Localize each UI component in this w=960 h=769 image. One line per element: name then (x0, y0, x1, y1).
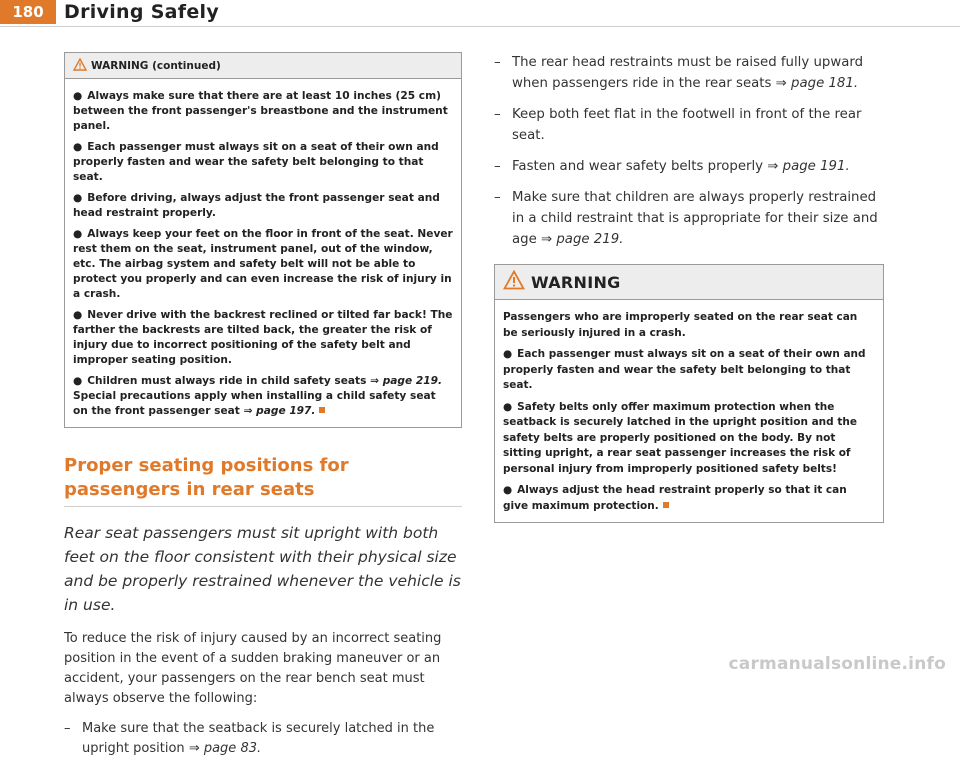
warning-item: ● Each passenger must always sit on a seat of their own and properly fasten and wear the safety belt belonging to that seat. (503, 348, 866, 391)
bullet-dot-icon: ● (73, 309, 83, 321)
section-body: To reduce the risk of injury caused by an incorrect seating position in the event of a sudden braking maneuver or an accident, your passengers on the rear bench seat must always observe the following: (64, 631, 442, 706)
warning-item-last: ● Always adjust the head restraint properly so that it can give maximum protection. (503, 484, 847, 512)
dash-marker: – (494, 55, 501, 70)
warning-triangle-icon (73, 56, 87, 75)
warning-body (495, 300, 883, 522)
dash-marker: – (64, 721, 71, 736)
dash-marker: – (494, 107, 501, 122)
warning-body (65, 79, 461, 427)
page-ref-link[interactable]: ⇒ page 181. (775, 76, 859, 91)
warning-item: ● Always keep your feet on the floor in front of the seat. Never rest them on the seat, instrument panel, out of the window, etc. The airbag system and safety belt will not be able to protect you properly and can even increase the risk of injury in a crash. (73, 228, 453, 300)
list-item: – Fasten and wear safety belts properly ⇒ page 191. (494, 156, 884, 177)
warning-intro: Passengers who are improperly seated on the rear seat can be seriously injured in a crash. (503, 311, 858, 339)
page-number: 180 (12, 3, 44, 21)
section-lead: Rear seat passengers must sit upright with both feet on the floor consistent with their physical size and be properly restrained whenever the vehicle is in use. (64, 524, 461, 614)
page-ref-link[interactable]: ⇒ page 191. (767, 159, 850, 174)
chapter-title: Driving Safely (64, 1, 220, 23)
list-item: – Make sure that the seatback is securely latched in the upright position ⇒ page 83. (64, 719, 462, 759)
warning-item: ● Safety belts only offer maximum protection when the seatback is securely latched in the upright position and the safety belts are properly positioned on the body. By not sitting upright, a rear seat passenger increases the risk of personal injury from improperly positioned safety belts! (503, 400, 857, 475)
page-ref-link[interactable]: ⇒ page 83. (188, 741, 262, 756)
warning-box-continued (64, 52, 462, 428)
warning-item-last: ● Children must always ride in child safety seats ⇒ page 219. Special precautions apply when installing a child safety seat on the front passenger seat ⇒ page 197. (73, 375, 443, 417)
list-item: – Keep both feet flat in the footwell in front of the rear seat. (494, 104, 884, 146)
warning-box (494, 264, 884, 523)
end-square-icon (663, 502, 669, 508)
warning-item: ● Never drive with the backrest reclined or tilted far back! The farther the backrests are tilted back, the greater the risk of injury due to incorrect positioning of the safety belt and improper seating position. (73, 309, 453, 366)
bullet-dot-icon: ● (73, 192, 83, 204)
list-item: – Make sure that children are always properly restrained in a child restraint that is appropriate for their size and age ⇒ page 219. (494, 187, 884, 250)
dash-marker: – (494, 159, 501, 174)
left-column (64, 52, 462, 769)
watermark: carmanualsonline.info (728, 654, 946, 674)
page-number-badge (0, 0, 56, 24)
warning-triangle-icon (503, 270, 525, 294)
bullet-dot-icon: ● (73, 228, 83, 240)
right-column (494, 52, 884, 523)
bullet-dot-icon: ● (503, 400, 513, 413)
header-rule (0, 26, 960, 27)
warning-item: ● Each passenger must always sit on a seat of their own and properly fasten and wear the safety belt belonging to that seat. (73, 141, 439, 183)
bullet-dot-icon: ● (73, 90, 83, 102)
bullet-dot-icon: ● (73, 141, 83, 153)
warning-heading: WARNING (531, 272, 621, 292)
warning-header (65, 53, 461, 79)
bullet-dot-icon: ● (503, 348, 513, 360)
list-item: – The rear head restraints must be raised fully upward when passengers ride in the rear seats ⇒ page 181. (494, 52, 884, 94)
bullet-dot-icon: ● (73, 375, 83, 387)
warning-heading: WARNING (continued) (91, 59, 221, 72)
section-rule (64, 506, 462, 507)
bullet-dot-icon: ● (503, 484, 513, 496)
page-ref-link[interactable]: ⇒ page 219. (541, 232, 624, 247)
end-square-icon (319, 407, 325, 413)
page-ref-link[interactable]: ⇒ page 219. (370, 375, 443, 387)
warning-header (495, 265, 883, 300)
warning-item: ● Before driving, always adjust the front passenger seat and head restraint properly. (73, 192, 440, 219)
page-ref-link[interactable]: ⇒ page 197. (243, 405, 316, 417)
section-title: Proper seating positions for passengers in rear seats (64, 455, 349, 500)
dash-marker: – (494, 190, 501, 205)
warning-item: ● Always make sure that there are at least 10 inches (25 cm) between the front passenger's breastbone and the instrument panel. (73, 90, 448, 132)
